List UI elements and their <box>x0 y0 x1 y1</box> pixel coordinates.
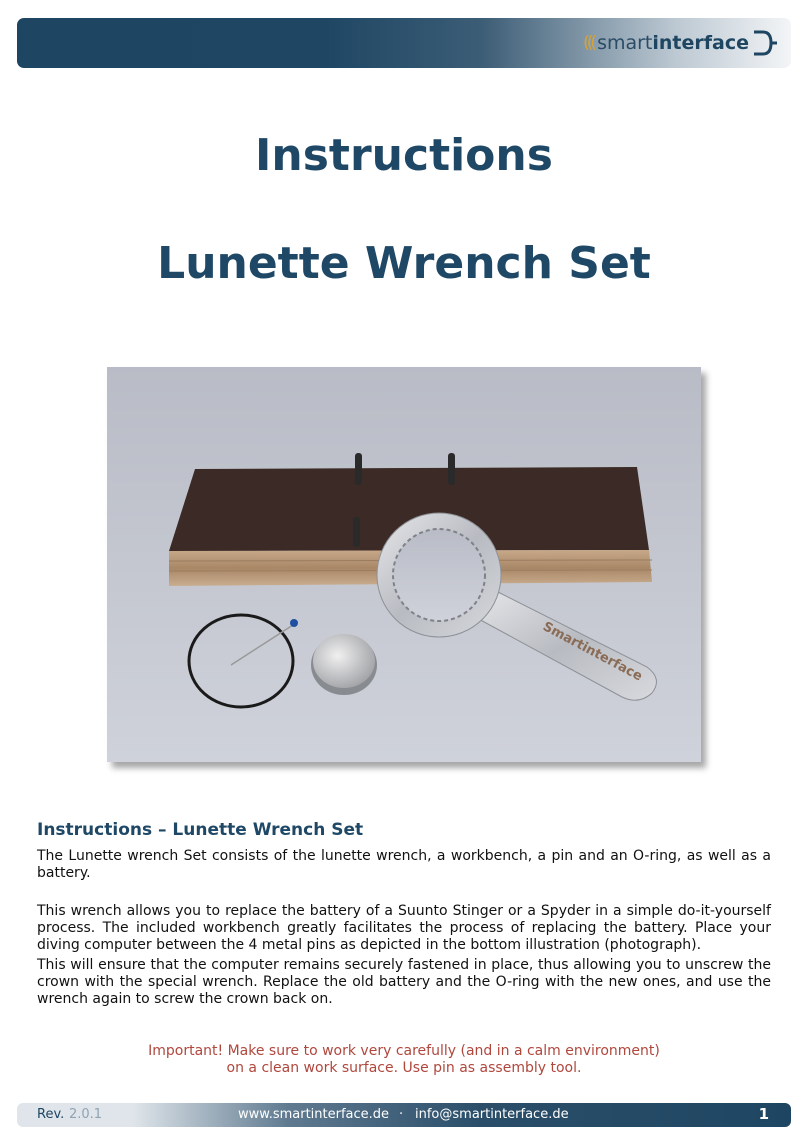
header-bar <box>17 18 791 68</box>
revision-label: Rev. <box>37 1107 65 1122</box>
battery <box>311 634 377 695</box>
important-note-line2: on a clean work surface. Use pin as assembly tool. <box>226 1060 582 1076</box>
footer-separator: · <box>399 1107 404 1122</box>
logo-text-light: smart <box>597 32 653 54</box>
important-note-line1: Important! Make sure to work very carefully (and in a calm environment) <box>148 1043 660 1059</box>
email-link[interactable]: info@smartinterface.de <box>415 1107 569 1122</box>
logo-text-bold: interface <box>652 32 749 54</box>
page-subtitle: Lunette Wrench Set <box>157 238 651 289</box>
wrench-set-photo <box>107 367 701 762</box>
revision-value: 2.0.1 <box>69 1107 103 1122</box>
sound-waves-icon: ((( <box>583 33 595 53</box>
connector-icon <box>751 28 777 58</box>
section-heading: Instructions – Lunette Wrench Set <box>37 820 364 840</box>
page-number: 1 <box>758 1105 769 1123</box>
product-photo <box>107 367 701 762</box>
footer-bar <box>17 1103 791 1127</box>
procedure-paragraph: This will ensure that the computer remains securely fastened in place, thus allowing you to unscrew the crown with the special wrench. Replace the old battery and the O-ring with the new ones, and use the wrench again to screw the crown back on. <box>37 957 771 1007</box>
intro-paragraph: The Lunette wrench Set consists of the lunette wrench, a workbench, a pin and an O-ring, as well as a battery. <box>37 848 771 881</box>
page-title: Instructions <box>255 130 553 181</box>
usage-paragraph: This wrench allows you to replace the battery of a Suunto Stinger or a Spyder in a simple do-it-yourself process. The included workbench greatly facilitates the process of replacing the battery. Place your diving computer between the 4 metal pins as depicted in the bottom illustration (photograph). <box>37 903 771 953</box>
brand-logo <box>583 26 777 60</box>
website-link[interactable]: www.smartinterface.de <box>238 1107 390 1122</box>
wrench-engraving: Smartinterface <box>540 619 645 685</box>
